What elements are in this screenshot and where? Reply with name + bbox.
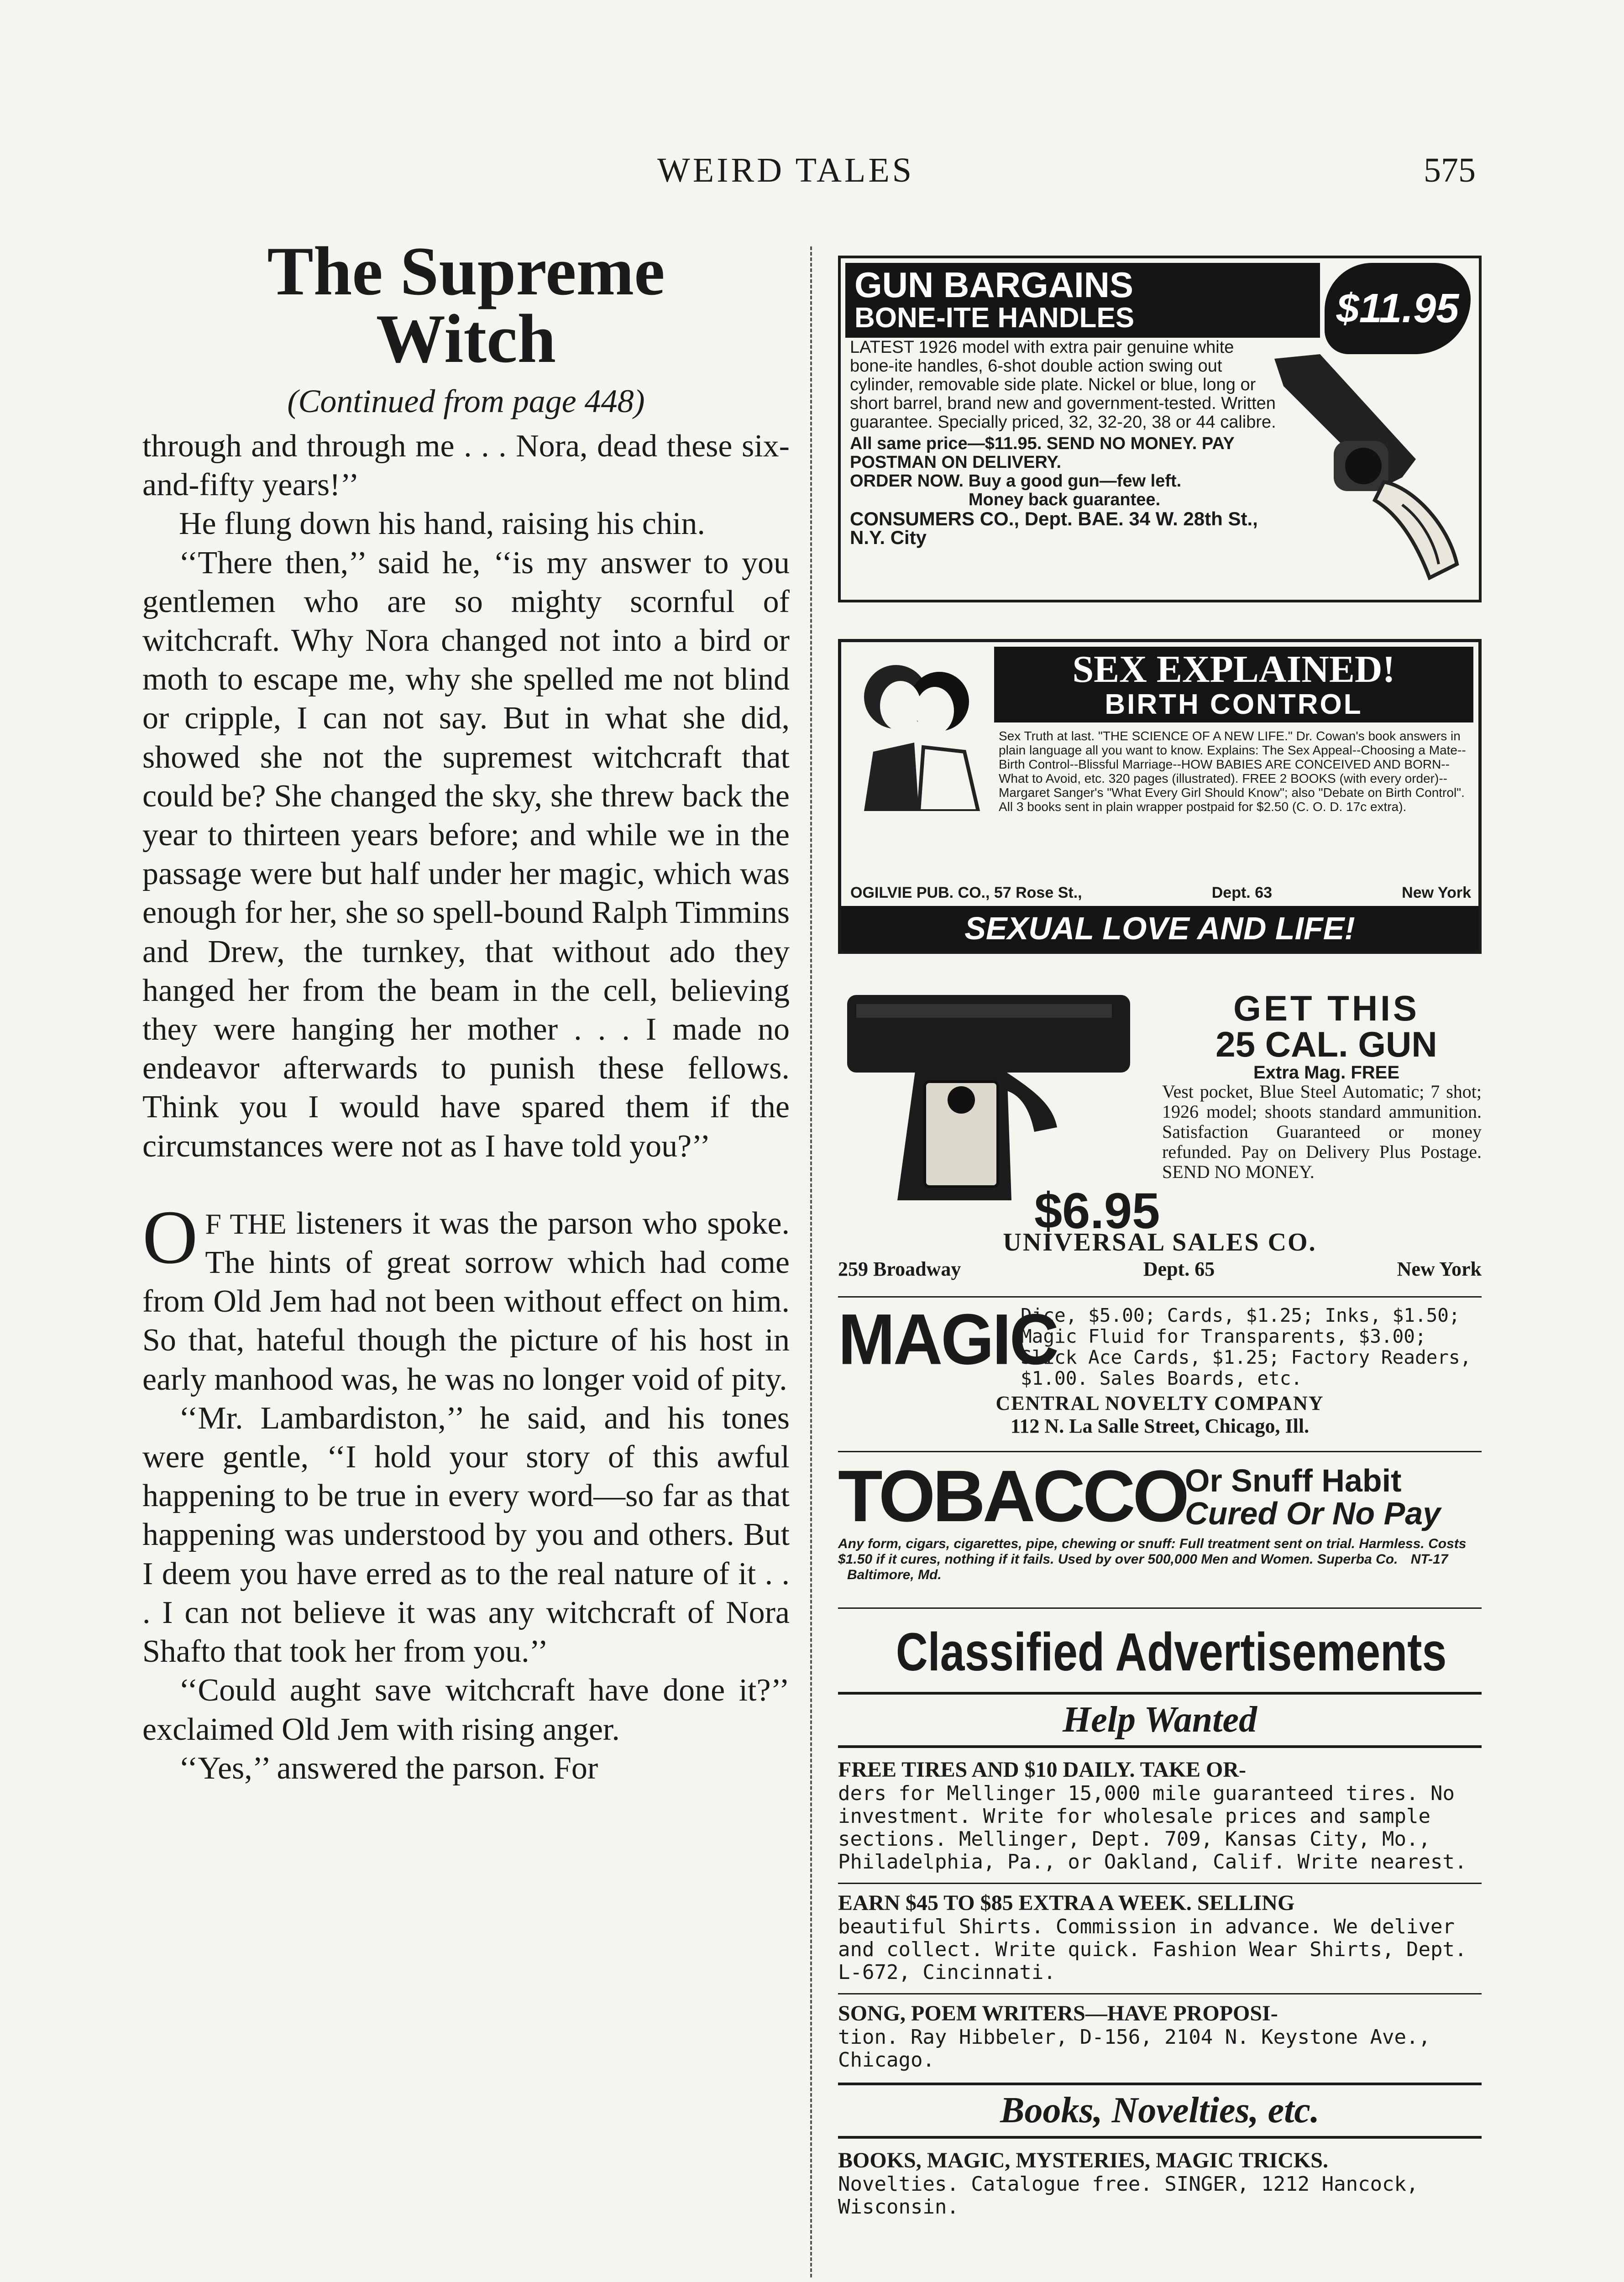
continued-note: (Continued from page 448) [287,383,645,419]
sex-dept: Dept. 63 [1211,884,1273,901]
gun-body [850,338,1279,547]
sex-headline-2: BIRTH CONTROL [1105,689,1363,720]
gun-headline-2: BONE-ITE HANDLES [854,302,1135,334]
drop-cap: O [142,1194,198,1280]
ad-sex-explained [838,639,1482,954]
couple-illustration [846,647,992,811]
gun-order-line: ORDER NOW. Buy a good gun—few left. [850,471,1182,491]
ad-gun-bargains [838,256,1482,602]
pistol-dept: Dept. 65 [1143,1258,1215,1280]
pistol-street: 259 Broadway [838,1258,961,1280]
magic-body [838,1298,1482,1389]
gun-guarantee: Money back guarantee. [968,490,1161,509]
pistol-address-row [838,1257,1482,1281]
magic-address: 112 N. La Salle Street, Chicago, Ill. [1010,1415,1310,1437]
pistol-extra: Extra Mag. FREE [1253,1062,1400,1083]
story-title [142,233,790,377]
pistol-headline [1171,990,1482,1083]
pistol-headline-1: GET THIS [1233,988,1420,1028]
tobacco-headline: TOBACCO [838,1455,1187,1537]
help-wanted-heading: Help Wanted [1063,1700,1257,1740]
pistol-headline-2: 25 CAL. GUN [1215,1024,1437,1064]
books-novelties-heading: Books, Novelties, etc. [1000,2090,1320,2130]
small-caps-lead: F THE [205,1207,287,1240]
tobacco-body [838,1536,1482,1583]
story-title-line1: The Supreme [267,233,665,309]
classified-body: ders for Mellinger 15,000 mile guaranteed tires. No investment. Write for wholesale prices and sample sections. Mellinger, Dept. 709, Kansas City, Mo., Philadelphia, Pa., or Oakland, Calif. Write nearest. [838,1782,1467,1874]
classified-lead: FREE TIRES AND $10 DAILY. TAKE OR- [838,1758,1247,1782]
classified-item [838,1890,1482,1984]
pistol-illustration [843,990,1135,1205]
classified-lead: BOOKS, MAGIC, MYSTERIES, MAGIC TRICKS. [838,2148,1328,2172]
sex-publisher: OGILVIE PUB. CO., 57 Rose St., [850,884,1082,901]
rule [838,1607,1482,1609]
story-paragraph: ‘‘Could aught save witchcraft have done it?’’ exclaimed Old Jem with rising anger. [142,1673,790,1747]
running-head: WEIRD TALES [657,151,915,189]
classified-body: Novelties. Catalogue free. SINGER, 1212 Hancock, Wisconsin. [838,2172,1419,2219]
price-badge [1325,263,1471,354]
tobacco-body-text: Any form, cigars, cigarettes, pipe, chewing or snuff: Full treatment sent on trial. Harmless. Costs $1.50 if it cures, nothing if it fails. Used by over 500,000 Men and Women. Superba Co. [838,1536,1467,1567]
ad-tobacco [838,1455,1482,1596]
sex-footer: SEXUAL LOVE AND LIFE! [841,906,1478,951]
classified-item [838,1757,1482,1874]
ads-column [838,256,1482,2219]
tobacco-city: Baltimore, Md. [847,1567,942,1582]
story-paragraph: ‘‘Yes,’’ answered the parson. For [179,1750,598,1786]
rule [838,1296,1482,1298]
page-number: 575 [1424,151,1476,189]
story-paragraph: ‘‘There then,’’ said he, ‘‘is my answer to you gentlemen who are so mighty scornful of witchcraft. Why Nora changed not into a bird or moth to escape me, why she spelled me not blind or cripple, I can not say. But in what she did, showed she not the supremest witchcraft that could be? She changed the sky, she threw back the year to thirteen years before; and while we in the passage were but half under her magic, which was enough for her, she so spell-bound Ralph Timmins and Drew, the turnkey, that without ado they hanged her from the beam in the cell, believing they were hanging her mother . . . I made no endeavor afterwards to punish these fellows. Think you I would have spared them if the circumstances were not as I have told you?’’ [142,545,790,1164]
pistol-price: $6.95 [1034,1183,1160,1239]
rule [838,1451,1482,1452]
tobacco-side-2: Cured Or No Pay [1185,1496,1441,1531]
ad-pistol [838,990,1482,1282]
classified-body: beautiful Shirts. Commission in advance. We deliver and collect. Write quick. Fashion Wear Shirts, Dept. L-672, Cincinnati. [838,1915,1467,1984]
classified-lead: SONG, POEM WRITERS—HAVE PROPOSI- [838,2001,1278,2026]
pistol-company: UNIVERSAL SALES CO. [1003,1228,1317,1256]
sex-city: New York [1402,884,1471,901]
story-title-line2: Witch [376,300,556,377]
story-paragraph-dropcap [142,1194,790,1399]
column-divider [810,246,812,2277]
revolver-illustration [1265,350,1475,587]
magic-body-text: Dice, $5.00; Cards, $1.25; Inks, $1.50; Magic Fluid for Transparents, $3.00; Slick Ace Cards, $1.25; Factory Readers, $1.00. Sales Boards, etc. [1021,1304,1472,1389]
sex-headline-1: SEX EXPLAINED! [1072,648,1395,691]
tobacco-side [1185,1464,1441,1530]
classified-item [838,2148,1482,2219]
tobacco-side-1: Or Snuff Habit [1185,1463,1402,1498]
story-column [142,233,790,1788]
gun-price-line: All same price—$11.95. SEND NO MONEY. PAY POSTMAN ON DELIVERY. [850,434,1235,472]
sex-body: Sex Truth at last. "THE SCIENCE OF A NEW LIFE." Dr. Cowan's book answers in plain language all you want to know. Explains: The Sex Appeal--Choosing a Mate--Birth Control--Blissful Marriage--HOW BABIES ARE CONCEIVED AND BORN--What to Avoid, etc. 320 pages (illustrated). FREE 2 BOOKS (with every order)--Margaret Sanger's "What Every Girl Should Know"; also "Debate on Birth Control". All 3 books sent in plain wrapper postpaid for $2.50 (C. O. D. 17c extra). [999,729,1466,814]
magic-company: CENTRAL NOVELTY COMPANY [995,1392,1324,1414]
tobacco-code: NT-17 [1410,1552,1448,1567]
story-paragraph: ‘‘Mr. Lambardiston,’’ he said, and his tones were gentle, ‘‘I hold your story of this awful happening to be true in every word—so far as that happening was understood by you and others. But I deem you have erred as to the real nature of it . . . I can not believe it was any witchcraft of Nora Shafto that took her from you.’’ [142,1400,790,1670]
pistol-city: New York [1397,1258,1482,1280]
classified-section [838,1623,1482,2219]
classified-lead: EARN $45 TO $85 EXTRA A WEEK. SELLING [838,1891,1295,1915]
sex-publisher-row [850,884,1471,902]
ad-magic [838,1298,1482,1442]
gun-address: CONSUMERS CO., Dept. BAE. 34 W. 28th St., N.Y. City [850,508,1258,548]
price-badge-text: $11.95 [1336,285,1459,331]
story-paragraph: He flung down his hand, raising his chin. [179,506,705,542]
classified-title: Classified Advertisements [896,1622,1447,1682]
magic-headline: MAGIC [838,1298,1057,1380]
gun-body-text: LATEST 1926 model with extra pair genuine white bone-ite handles, 6-shot double action swing out cylinder, removable side plate. Nickel or blue, long or short barrel, brand new and government-tested. Written guarantee. Specially priced, 32, 32-20, 38 or 44 calibre. [850,338,1276,432]
classified-item [838,2001,1482,2072]
classified-body: tion. Ray Hibbeler, D-156, 2104 N. Keystone Ave., Chicago. [838,2026,1431,2072]
paragraph-text: listeners it was the parson who spoke. The hints of great sorrow which had come from Old Jem had not been without effect on him. So that, hateful though the picture of his host in early manhood was, he was no longer void of pity. [142,1205,790,1397]
story-paragraph: through and through me . . . Nora, dead these six-and-fifty years!’’ [142,429,790,503]
pistol-body: Vest pocket, Blue Steel Automatic; 7 shot; 1926 model; shoots standard ammunition. Satisfaction Guaranteed or money refunded. Pay on Delivery Plus Postage. SEND NO MONEY. [1162,1081,1482,1182]
gun-headline-1: GUN BARGAINS [854,265,1134,305]
